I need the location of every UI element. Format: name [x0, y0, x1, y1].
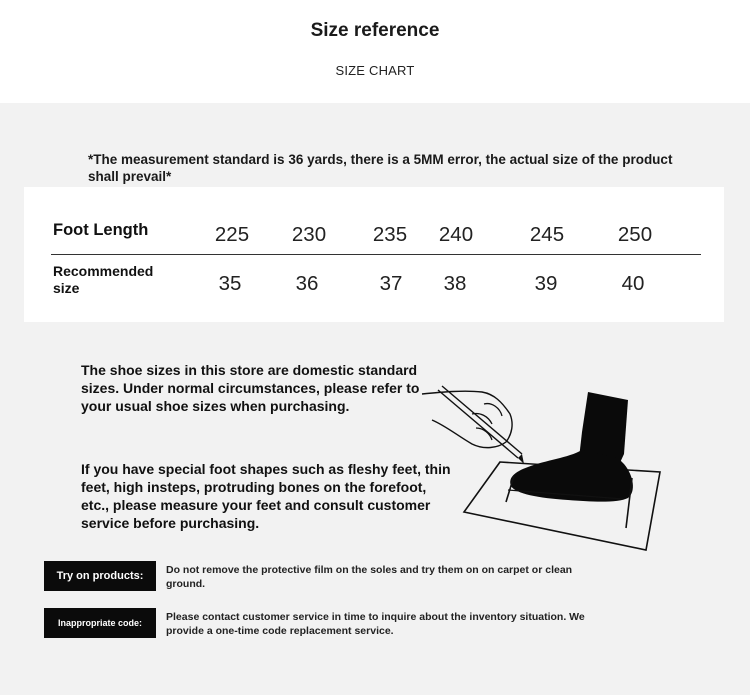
foot-length-cell: 230	[291, 223, 327, 246]
foot-measuring-icon	[418, 372, 668, 557]
size-cell: 37	[379, 272, 403, 295]
size-table	[24, 187, 724, 322]
foot-length-cell: 240	[438, 223, 474, 246]
try-on-tag: Try on products:	[44, 561, 156, 591]
recommended-size-label: Recommended size	[53, 263, 154, 296]
size-info-paragraph: The shoe sizes in this store are domestic standard sizes. Under normal circumstances, please refer to your usual shoe sizes when purchasing.	[81, 362, 420, 414]
foot-length-cell: 245	[529, 223, 565, 246]
try-on-text: Do not remove the protective film on the soles and try them on on carpet or clean ground.	[166, 564, 573, 590]
size-cell: 40	[621, 272, 645, 295]
inappropriate-code-text: Please contact customer service in time to inquire about the inventory situation. We provide a one-time code replacement service.	[166, 611, 585, 637]
table-divider	[51, 254, 701, 255]
foot-length-cell: 250	[617, 223, 653, 246]
size-cell: 35	[218, 272, 242, 295]
size-cell: 36	[295, 272, 319, 295]
foot-shape-paragraph: If you have special foot shapes such as fleshy feet, thin feet, high insteps, protruding bones on the forefoot, etc., please measure your feet and consult customer service before purchasing.	[81, 461, 451, 531]
foot-length-label: Foot Length	[53, 221, 149, 239]
page-title: Size reference	[310, 20, 440, 41]
size-cell: 38	[443, 272, 467, 295]
measurement-note: *The measurement standard is 36 yards, there is a 5MM error, the actual size of the product shall prevail*	[88, 152, 673, 184]
page-subtitle: SIZE CHART	[335, 63, 415, 78]
foot-length-cell: 225	[214, 223, 250, 246]
foot-length-cell: 235	[372, 223, 408, 246]
size-cell: 39	[534, 272, 558, 295]
inappropriate-code-tag: Inappropriate code:	[44, 608, 156, 638]
header	[0, 0, 750, 103]
